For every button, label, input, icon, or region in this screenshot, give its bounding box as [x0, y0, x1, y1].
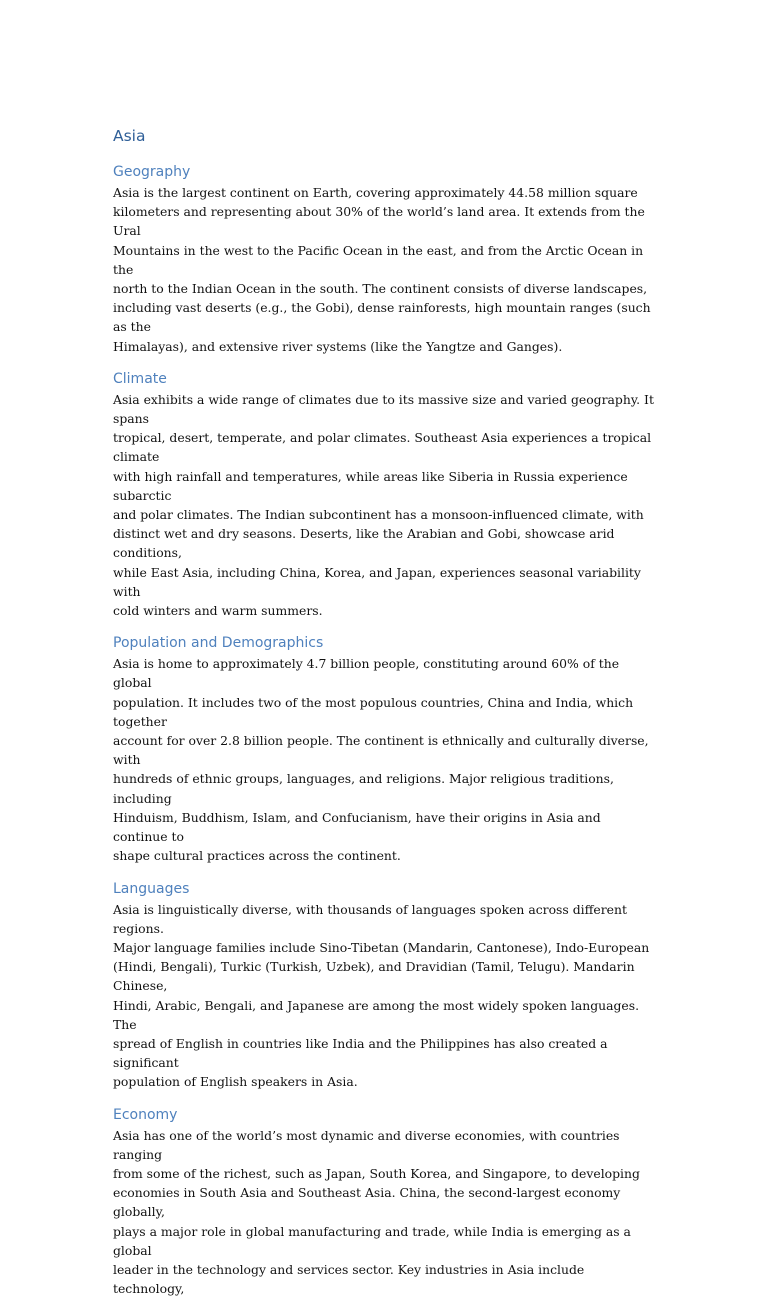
body-line: (Hindi, Bengali), Turkic (Turkish, Uzbek), and Dravidian (Tamil, Telugu). Mandarin Chinese, [113, 959, 635, 994]
body-line: tropical, desert, temperate, and polar climates. Southeast Asia experiences a tropical climate [113, 430, 652, 465]
body-line: hundreds of ethnic groups, languages, and religions. Major religious traditions, including [113, 771, 614, 806]
section-climate [113, 369, 655, 620]
section-heading: Population and Demographics [113, 635, 324, 652]
body-line: and polar climates. The Indian subcontinent has a monsoon-influenced climate, with [113, 507, 644, 523]
section-heading: Economy [113, 1106, 178, 1123]
body-line: Major language families include Sino-Tibetan (Mandarin, Cantonese), Indo-European [113, 939, 650, 955]
body-line: Asia exhibits a wide range of climates due to its massive size and varied geography. It spans [113, 391, 654, 427]
body-line: north to the Indian Ocean in the south. The continent consists of diverse landscapes, [113, 281, 648, 297]
body-line: distinct wet and dry seasons. Deserts, like the Arabian and Gobi, showcase arid conditions, [113, 526, 615, 561]
section-body [113, 654, 655, 865]
body-line: Hinduism, Buddhism, Islam, and Confucianism, have their origins in Asia and continue to [113, 809, 601, 845]
section-body [113, 900, 655, 1092]
section-population [113, 633, 655, 865]
body-line: from some of the richest, such as Japan, South Korea, and Singapore, to developing [113, 1165, 640, 1181]
section-economy [113, 1105, 655, 1299]
body-line: spread of English in countries like India and the Philippines has also created a significant [113, 1035, 608, 1071]
body-line: while East Asia, including China, Korea, and Japan, experiences seasonal variability with [113, 564, 641, 599]
body-line: shape cultural practices across the continent. [113, 848, 401, 864]
body-line: leader in the technology and services sector. Key industries in Asia include technology, [113, 1261, 585, 1297]
section-body [113, 183, 655, 356]
body-line: Hindi, Arabic, Bengali, and Japanese are among the most widely spoken languages. The [113, 997, 640, 1032]
section-heading: Climate [113, 370, 167, 387]
body-line: kilometers and representing about 30% of the world’s land area. It extends from the Ural [113, 204, 645, 239]
section-languages [113, 879, 655, 1092]
section-body [113, 1126, 655, 1299]
body-line: Asia is the largest continent on Earth, covering approximately 44.58 million square [113, 185, 638, 200]
body-line: plays a major role in global manufacturing and trade, while India is emerging as a global [113, 1223, 631, 1258]
body-line: cold winters and warm summers. [113, 603, 323, 619]
body-line: population of English speakers in Asia. [113, 1074, 358, 1090]
body-line: Asia is linguistically diverse, with thousands of languages spoken across different regions. [113, 901, 627, 936]
section-heading: Geography [113, 164, 191, 180]
body-line: including vast deserts (e.g., the Gobi), dense rainforests, high mountain ranges (such as the [113, 300, 651, 335]
section-heading: Languages [113, 880, 190, 897]
body-line: Asia has one of the world’s most dynamic and diverse economies, with countries ranging [113, 1127, 620, 1162]
body-line: Asia is home to approximately 4.7 billion people, constituting around 60% of the global [113, 656, 620, 691]
body-line: Mountains in the west to the Pacific Ocean in the east, and from the Arctic Ocean in the [113, 242, 644, 277]
document-title: Asia [113, 127, 146, 145]
section-body [113, 390, 655, 620]
body-line: economies in South Asia and Southeast Asia. China, the second-largest economy globally, [113, 1185, 621, 1220]
body-line: Himalayas), and extensive river systems (like the Yangtze and Ganges). [113, 338, 563, 354]
body-line: with high rainfall and temperatures, while areas like Siberia in Russia experience subarctic [113, 468, 628, 503]
body-line: population. It includes two of the most populous countries, China and India, which together [113, 694, 634, 729]
document-page [113, 126, 655, 1311]
body-line: account for over 2.8 billion people. The continent is ethnically and culturally diverse, with [113, 733, 649, 768]
section-geography [113, 162, 655, 356]
